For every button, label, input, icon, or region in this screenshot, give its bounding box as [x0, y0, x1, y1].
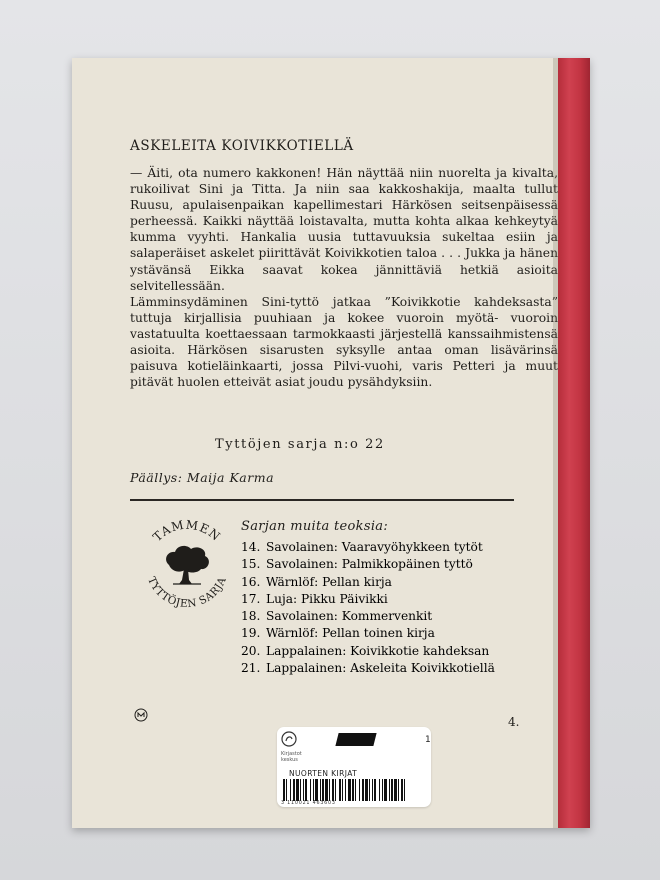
library-emblem-icon [281, 731, 297, 747]
series-logo [136, 516, 238, 618]
list-item: 16. Wärnlöf: Pellan kirja [241, 574, 392, 589]
redaction-block [335, 733, 376, 746]
barcode-bar [401, 779, 403, 801]
barcode-bar [335, 779, 336, 801]
series-number: Tyttöjen sarja n:o 22 [215, 437, 385, 452]
barcode-bar [325, 779, 328, 801]
divider-line [130, 499, 514, 501]
barcode-bar [303, 779, 304, 801]
barcode-bar [310, 779, 311, 801]
cover-credit: Päällys: Maija Karma [130, 470, 275, 485]
barcode-bar [404, 779, 405, 801]
barcode-bar [398, 779, 399, 801]
barcode-bar [296, 779, 299, 801]
list-item: 19. Wärnlöf: Pellan toinen kirja [241, 626, 435, 641]
barcode-bar [374, 779, 376, 801]
sticker-category-label: NUORTEN KIRJAT [289, 769, 358, 778]
barcode-bar [348, 779, 351, 801]
barcode-bar [322, 779, 324, 801]
barcode-digits: 3 110021 463603 [281, 801, 336, 806]
barcode-bar [362, 779, 364, 801]
barcode-icon [281, 779, 409, 801]
barcode-bar [286, 779, 287, 801]
barcode-bar [359, 779, 360, 801]
barcode-bar [332, 779, 334, 801]
barcode-bar [320, 779, 321, 801]
list-item: 21. Lappalainen: Askeleita Koivikkotiellä [241, 661, 495, 676]
barcode-bar [290, 779, 291, 801]
barcode-bar [293, 779, 295, 801]
barcode-bar [369, 779, 370, 801]
page-number: 4. [508, 715, 520, 729]
barcode-bar [315, 779, 318, 801]
logo-bottom-text: TYTTÖJEN SARJA [145, 575, 229, 611]
barcode-bar [384, 779, 387, 801]
list-item: 15. Savolainen: Palmikkopäinen tyttö [241, 557, 473, 572]
book-title: ASKELEITA KOIVIKKOTIELLÄ [130, 138, 354, 154]
sticker-number: 1 [425, 735, 431, 745]
barcode-bar [391, 779, 393, 801]
logo-top-text: TAMMEN [150, 517, 224, 545]
barcode-bar [283, 779, 285, 801]
barcode-bar [379, 779, 380, 801]
other-titles-heading: Sarjan muita teoksia: [241, 519, 389, 534]
barcode-bar [313, 779, 314, 801]
barcode-bar [305, 779, 307, 801]
book-back-cover [72, 58, 590, 828]
list-item: 14. Savolainen: Vaaravyöhykkeen tytöt [241, 540, 483, 554]
barcode-bar [345, 779, 346, 801]
barcode-bar [355, 779, 356, 801]
library-name: Kirjastot keskus [281, 751, 302, 763]
book-blurb: — Äiti, ota numero kakkonen! Hän näyttää niin nuorelta ja kivalta, rukoilivat Sini ja Titta. Ja niin saa kakkoshakija, maalta tullut Ruusu, apulaisenpaikan kapellimestari Härkösen seitsenpäisessä perheessä. Kaikki näyttää loistavalta, mutta kohta alkaa kehkeytyä kumma vyyhti. Hankalia uusia tuttavuuksia sukeltaa esiin ja salaperäiset askelet piirittävät Koivikkotien taloa . . . Jukka ja hänen ystävänsä Eikka saavat kokea jännittäviä hetkiä asioita selvitellessään. Lämminsydäminen Sini-tyttö jatkaa ”Koivikkotie kahdeksasta” tuttuja kirjallisia puuhiaan ja kokee vuoroin myötä- vuoroin vastatuulta koettaessaan tarmokkaasti järjestellä kanssaihmistensä asioita. Härkösen sisarusten syksylle antaa oman lisävärinsä paisuva kotieläinkaarti, jossa Pilvi-vuohi, varis Petteri ja muut pitävät huolen etteivät asiat joudu pysähdyksiin. [130, 166, 558, 390]
barcode-bar [352, 779, 354, 801]
barcode-bar [394, 779, 397, 801]
publisher-mark-icon [134, 708, 148, 722]
list-item: 20. Lappalainen: Koivikkotie kahdeksan [241, 643, 490, 658]
barcode-bar [342, 779, 343, 801]
list-item: 17. Luja: Pikku Päivikki [241, 591, 388, 606]
oak-tree-icon [166, 546, 209, 584]
library-sticker [277, 727, 431, 807]
barcode-bar [389, 779, 390, 801]
barcode-bar [339, 779, 341, 801]
cover-panel [72, 58, 558, 828]
barcode-bar [365, 779, 368, 801]
list-item: 18. Savolainen: Kommervenkit [241, 609, 433, 624]
barcode-bar [329, 779, 330, 801]
red-spine [558, 58, 590, 828]
other-titles-list [241, 539, 521, 677]
barcode-bar [382, 779, 383, 801]
barcode-bar [372, 779, 373, 801]
barcode-bar [300, 779, 301, 801]
